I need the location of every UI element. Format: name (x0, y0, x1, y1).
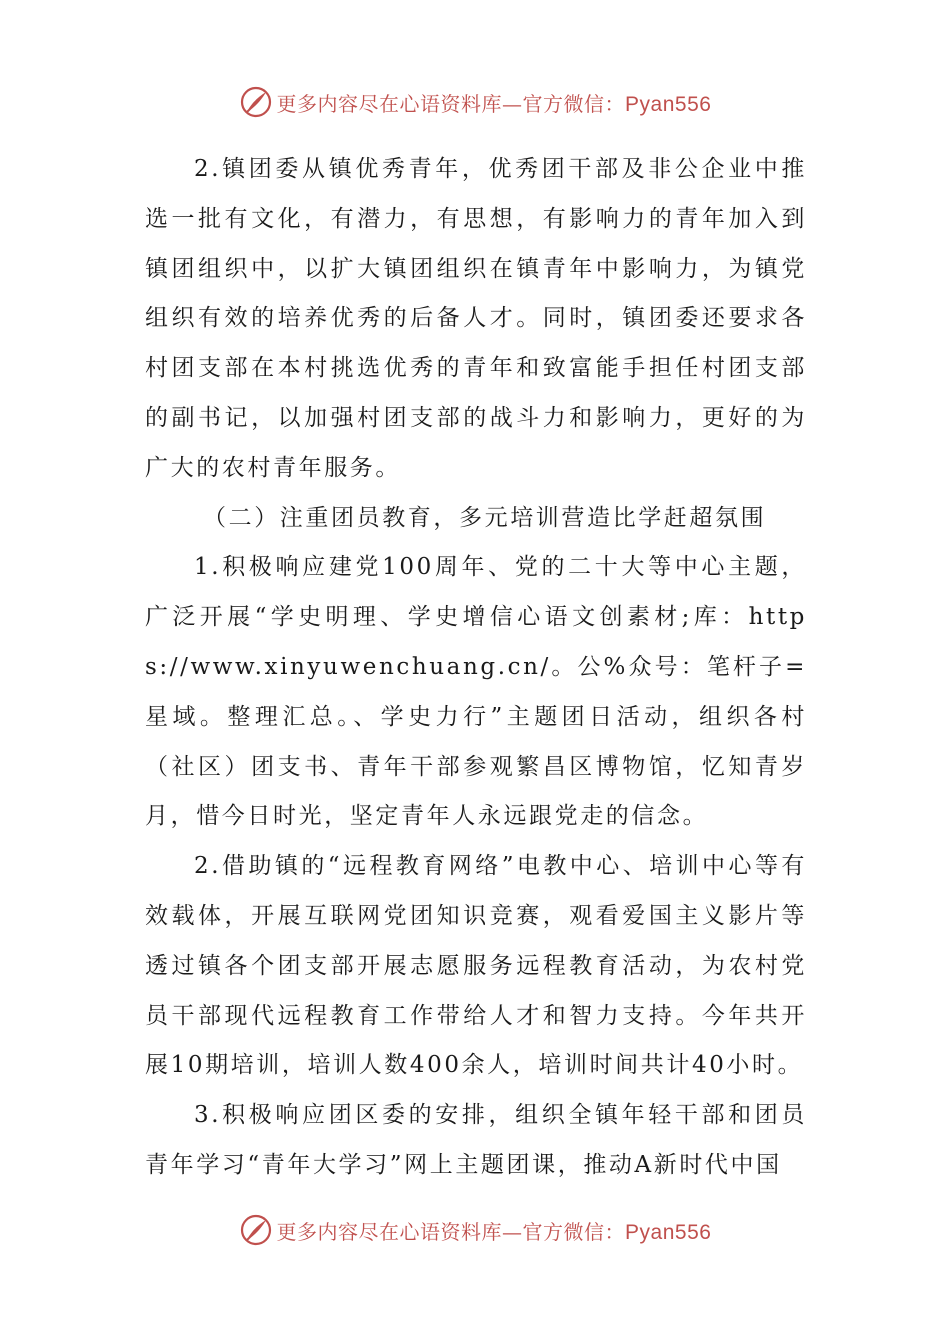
paragraph-remote-education: 2.借助镇的“远程教育网络”电教中心、培训中心等有效载体，开展互联网党团知识竞赛，观看爱国主义影片等透过镇各个团支部开展志愿服务远程教育活动，为农村党员干部现代远程教育工作带给人才和智力支持。今年共开展10期培训，培训人数400余人，培训时间共计40小时。 (145, 853, 807, 1079)
watermark-site-text: 更多内容尽在心语资料库 (276, 91, 503, 116)
watermark-dash: — (502, 91, 523, 116)
paragraph-recruit-youth: 2.镇团委从镇优秀青年，优秀团干部及非公企业中推选一批有文化，有潜力，有思想，有影响力的青年加入到镇团组织中，以扩大镇团组织在镇青年中影响力，为镇党组织有效的培养优秀的后备人才。同时，镇团委还要求各村团支部在本村挑选优秀的青年和致富能手担任村团支部的副书记，以加强村团支部的战斗力和影响力，更好的为广大的农村青年服务。 (145, 156, 807, 481)
watermark-text (277, 1216, 712, 1245)
document-body (145, 145, 807, 1191)
watermark-text (277, 88, 712, 117)
paragraph-youth-study: 3.积极响应团区委的安排，组织全镇年轻干部和团员青年学习“青年大学习”网上主题团课，推动A新时代中国 (145, 1102, 807, 1178)
watermark-contact-handle: Pyan556 (625, 1220, 712, 1244)
paragraph-theme-activities: 1.积极响应建党100周年、党的二十大等中心主题，广泛开展“学史明理、学史增信心语文创素材;库：https://www.xinyuwenchuang.cn/。公%众号：笔杆子=星域。整理汇总。、学史力行”主题团日活动，组织各村（社区）团支书、青年干部参观繁昌区博物馆，忆知青岁月，惜今日时光，坚定青年人永远跟党走的信念。 (145, 554, 807, 830)
watermark-contact-label: 官方微信： (522, 91, 626, 116)
header-watermark-banner (0, 82, 950, 122)
watermark-dash: — (502, 1219, 523, 1244)
footer-watermark-banner (0, 1210, 950, 1250)
section-heading-education: （二）注重团员教育，多元培训营造比学赶超氛围 (203, 504, 767, 531)
quill-logo-icon (239, 1213, 273, 1247)
quill-logo-icon (239, 85, 273, 119)
watermark-contact-handle: Pyan556 (625, 92, 712, 116)
watermark-site-text: 更多内容尽在心语资料库 (276, 1219, 503, 1244)
watermark-contact-label: 官方微信： (522, 1219, 626, 1244)
